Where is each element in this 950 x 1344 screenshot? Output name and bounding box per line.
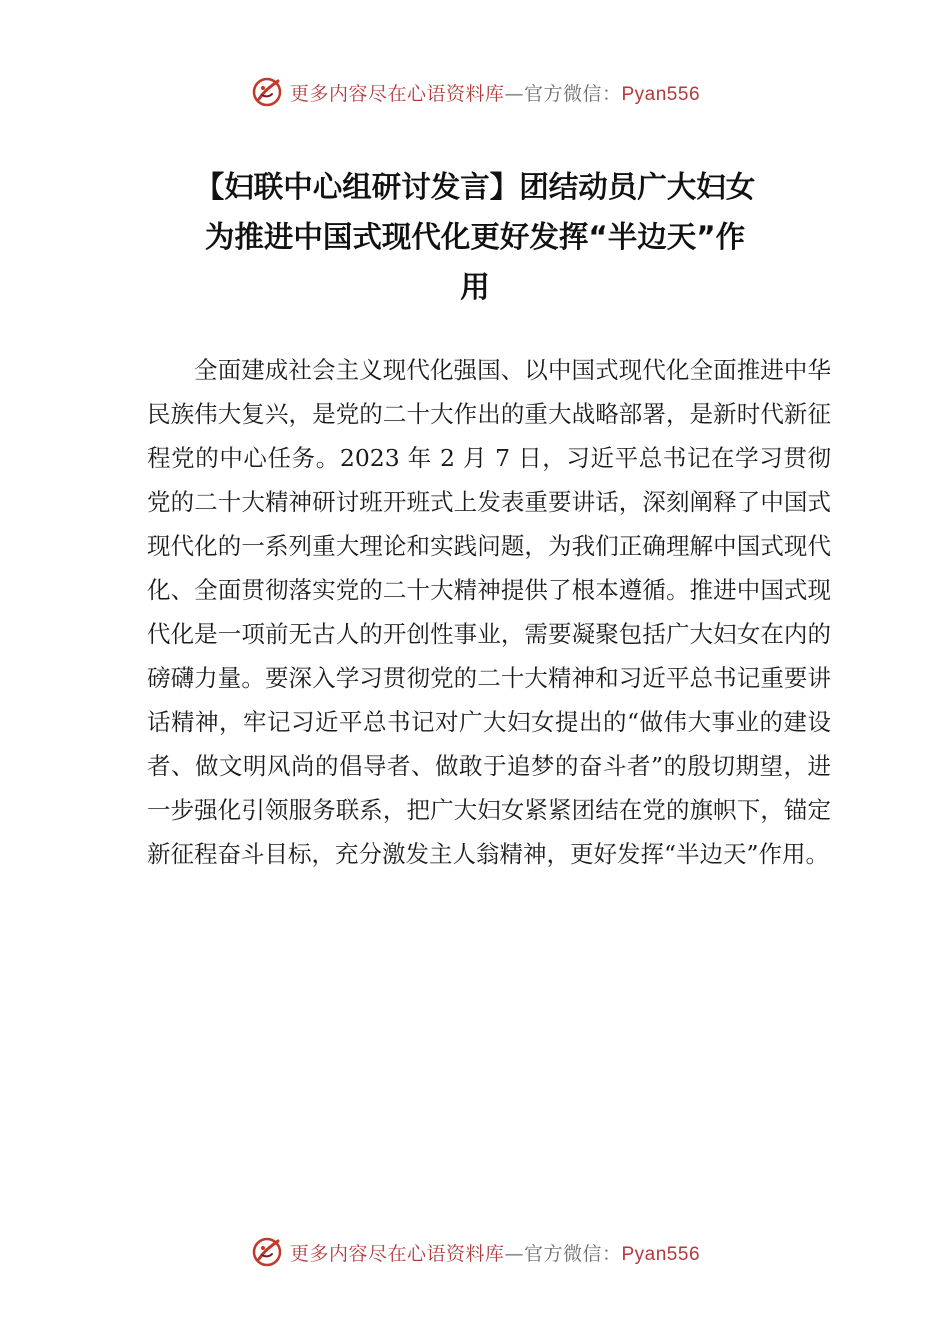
banner-wechat-label: 官方微信：: [523, 82, 622, 105]
header-banner: [0, 72, 950, 112]
banner-wechat-label: 官方微信：: [523, 1242, 622, 1265]
banner-wechat-id: Pyan556: [621, 1243, 701, 1265]
header-banner-text: [290, 79, 700, 106]
footer-banner: [0, 1232, 950, 1272]
title-line-1: 【妇联中心组研讨发言】团结动员广大妇女: [194, 170, 756, 204]
banner-wechat-id: Pyan556: [621, 83, 701, 105]
document-title: [120, 162, 830, 312]
body-paragraph: 全面建成社会主义现代化强国、以中国式现代化全面推进中华民族伟大复兴，是党的二十大作出的重大战略部署，是新时代新征程党的中心任务。2023 年 2 月 7 日，习近平总书记在学习贯彻党的二十大精神研讨班开班式上发表重要讲话，深刻阐释了中国式现代化的一系列重大理论和实践问题，为我们正确理解中国式现代化、全面贯彻落实党的二十大精神提供了根本遵循。推进中国式现代化是一项前无古人的开创性事业，需要凝聚包括广大妇女在内的磅礴力量。要深入学习贯彻党的二十大精神和习近平总书记重要讲话精神，牢记习近平总书记对广大妇女提出的“做伟大事业的建设者、做文明风尚的倡导者、做敢于追梦的奋斗者”的殷切期望，进一步强化引领服务联系，把广大妇女紧紧团结在党的旗帜下，锚定新征程奋斗目标，充分激发主人翁精神，更好发挥“半边天”作用。: [147, 356, 831, 868]
title-line-2: 为推进中国式现代化更好发挥“半边天”作: [204, 220, 746, 254]
banner-site-name: 更多内容尽在心语资料库: [289, 1242, 505, 1265]
banner-site-name: 更多内容尽在心语资料库: [289, 82, 505, 105]
title-line-3: 用: [460, 270, 490, 304]
banner-dash: —: [504, 1242, 524, 1265]
brush-circle-logo-icon: [250, 75, 284, 109]
brush-circle-logo-icon: [250, 1235, 284, 1269]
footer-banner-text: [290, 1239, 700, 1266]
banner-dash: —: [504, 82, 524, 105]
